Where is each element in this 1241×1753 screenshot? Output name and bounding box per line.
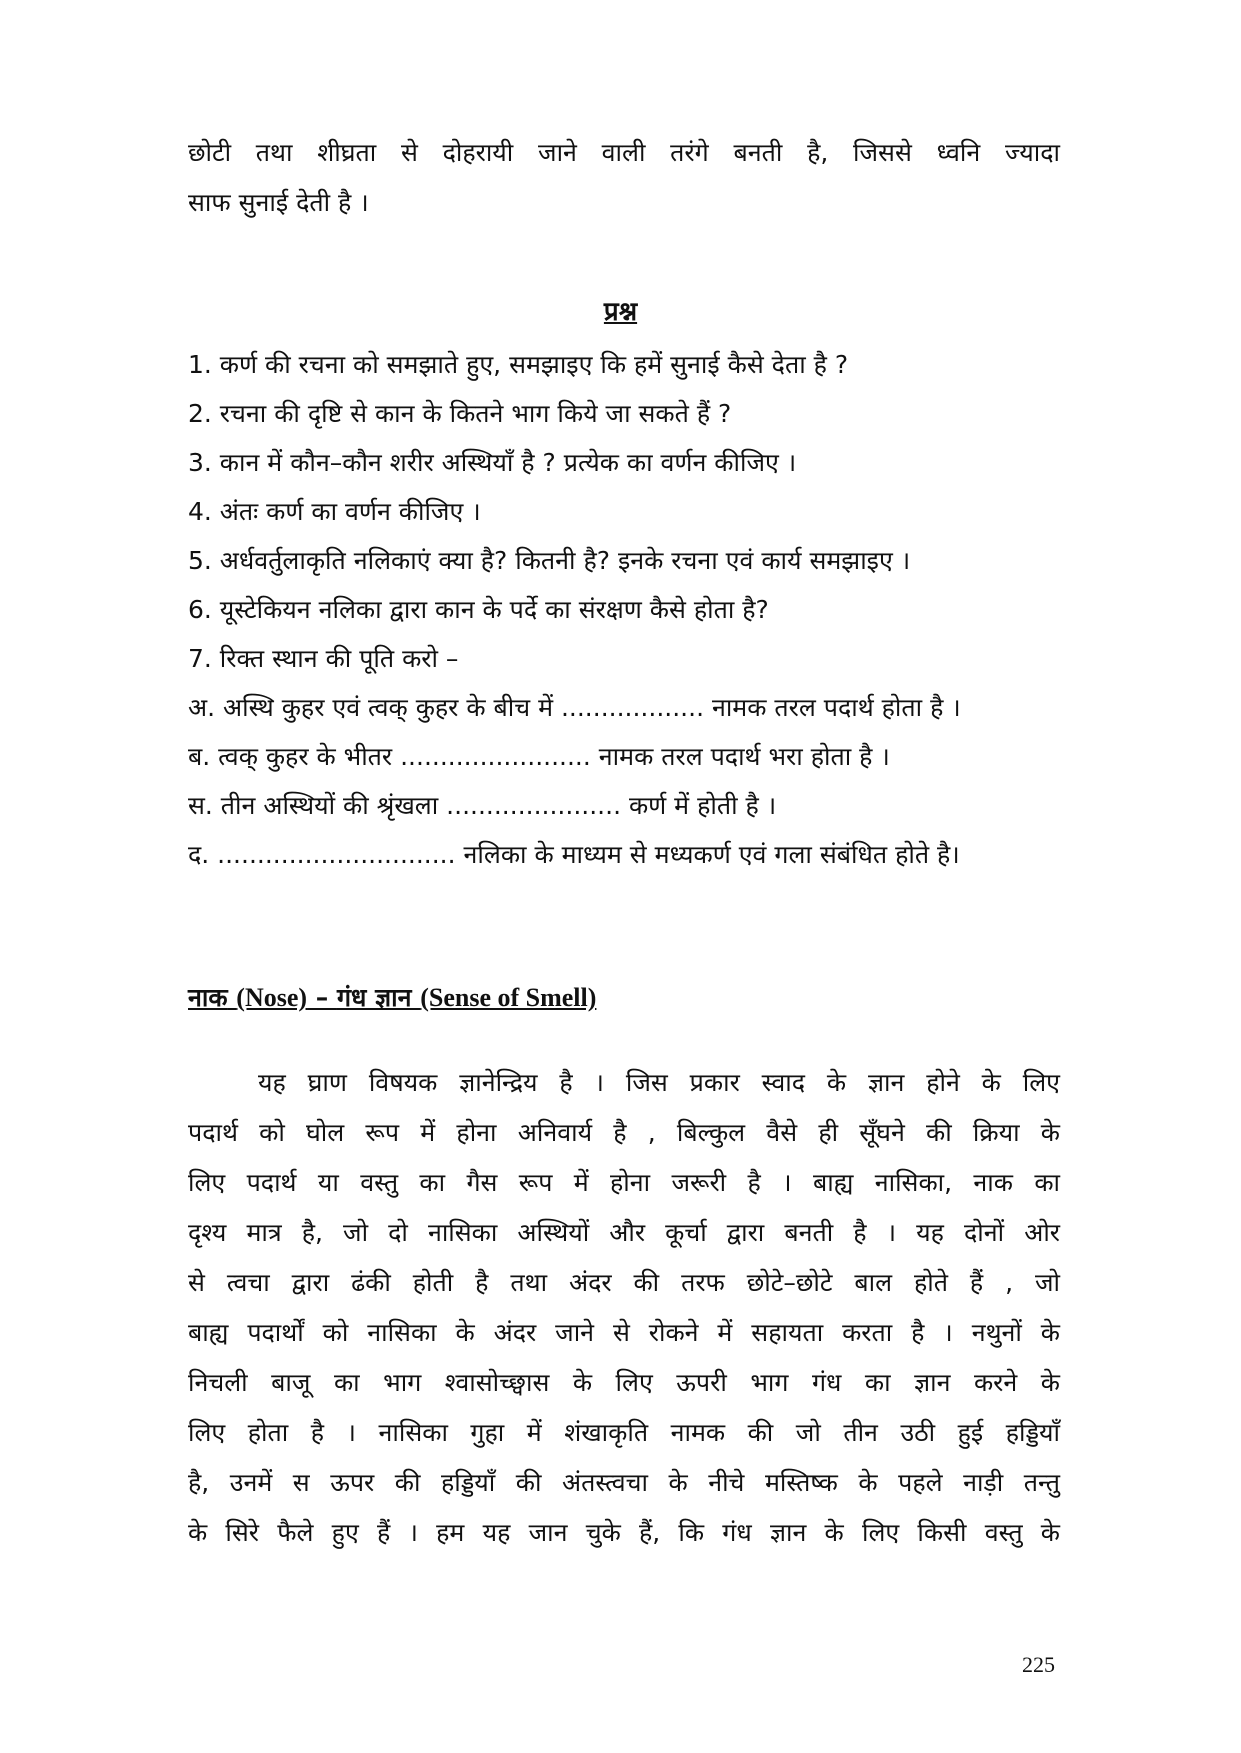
question-item: 6. यूस्टेकियन नलिका द्वारा कान के पर्दे का संरक्षण कैसे होता है? (188, 595, 769, 624)
fill-blank-item: ब. त्वक् कुहर के भीतर ........................ नामक तरल पदार्थ भरा होता है । (188, 742, 890, 771)
question-item: 4. अंतः कर्ण का वर्णन कीजिए । (188, 497, 481, 526)
questions-list (188, 340, 1068, 879)
paragraph-line: निचली बाजू का भाग श्वासोच्छ्वास के लिए ऊपरी भाग गंध का ज्ञान करने के (188, 1368, 1060, 1397)
paragraph-line: है, उनमें स ऊपर की हड्डियाँ की अंतस्त्वचा के नीचे मस्तिष्क के पहले नाड़ी तन्तु (188, 1468, 1060, 1497)
page-number: 225 (1022, 1652, 1055, 1677)
body-paragraph (188, 1058, 1060, 1558)
paragraph-line: बाह्य पदार्थों को नासिका के अंदर जाने से रोकने में सहायता करता है । नथुनों के (188, 1318, 1060, 1347)
question-item: 5. अर्धवर्तुलाकृति नलिकाएं क्या है? कितनी है? इनके रचना एवं कार्य समझाइए । (188, 546, 911, 575)
intro-line: साफ सुनाई देती है । (188, 188, 369, 217)
fill-blank-item: अ. अस्थि कुहर एवं त्वक् कुहर के बीच में .................. नामक तरल पदार्थ होता है । (188, 693, 961, 722)
paragraph-line: के सिरे फैले हुए हैं । हम यह जान चुके हैं, कि गंध ज्ञान के लिए किसी वस्तु के (188, 1518, 1060, 1547)
paragraph-line: पदार्थ को घोल रूप में होना अनिवार्य है , बिल्कुल वैसे ही सूँघने की क्रिया के (188, 1118, 1060, 1147)
section-heading-english: (Nose) (236, 983, 308, 1012)
section-heading-hindi: गंध ज्ञान (336, 983, 412, 1012)
questions-heading: प्रश्न (603, 297, 638, 327)
paragraph-line: यह घ्राण विषयक ज्ञानेन्द्रिय है । जिस प्रकार स्वाद के ज्ञान होने के लिए (258, 1068, 1060, 1097)
intro-paragraph (188, 128, 1060, 228)
section-heading-dash: – (307, 983, 337, 1012)
question-item: 3. कान में कौन–कौन शरीर अस्थियाँ है ? प्रत्येक का वर्णन कीजिए । (188, 448, 797, 477)
section-heading-hindi: नाक (188, 983, 228, 1012)
question-item: 1. कर्ण की रचना को समझाते हुए, समझाइए कि हमें सुनाई कैसे देता है ? (188, 350, 849, 379)
paragraph-line: लिए होता है । नासिका गुहा में शंखाकृति नामक की जो तीन उठी हुई हड्डियाँ (188, 1418, 1060, 1447)
paragraph-line: से त्वचा द्वारा ढंकी होती है तथा अंदर की तरफ छोटे–छोटे बाल होते हैं , जो (188, 1268, 1060, 1297)
question-item: 2. रचना की दृष्टि से कान के कितने भाग किये जा सकते हैं ? (188, 399, 732, 428)
question-item: 7. रिक्त स्थान की पूति करो – (188, 644, 459, 673)
section-heading-english: (Sense of Smell) (420, 983, 597, 1012)
section-heading (188, 980, 596, 1014)
intro-line: छोटी तथा शीघ्रता से दोहरायी जाने वाली तरंगे बनती है, जिससे ध्वनि ज्यादा (188, 138, 1060, 167)
paragraph-line: दृश्य मात्र है, जो दो नासिका अस्थियों और कूर्चा द्वारा बनती है । यह दोनों ओर (188, 1218, 1060, 1247)
paragraph-line: लिए पदार्थ या वस्तु का गैस रूप में होना जरूरी है । बाह्य नासिका, नाक का (188, 1168, 1060, 1197)
fill-blank-item: स. तीन अस्थियों की श्रृंखला ...................... कर्ण में होती है । (188, 791, 777, 820)
fill-blank-item: द. .............................. नलिका के माध्यम से मध्यकर्ण एवं गला संबंधित होते है। (188, 840, 960, 869)
